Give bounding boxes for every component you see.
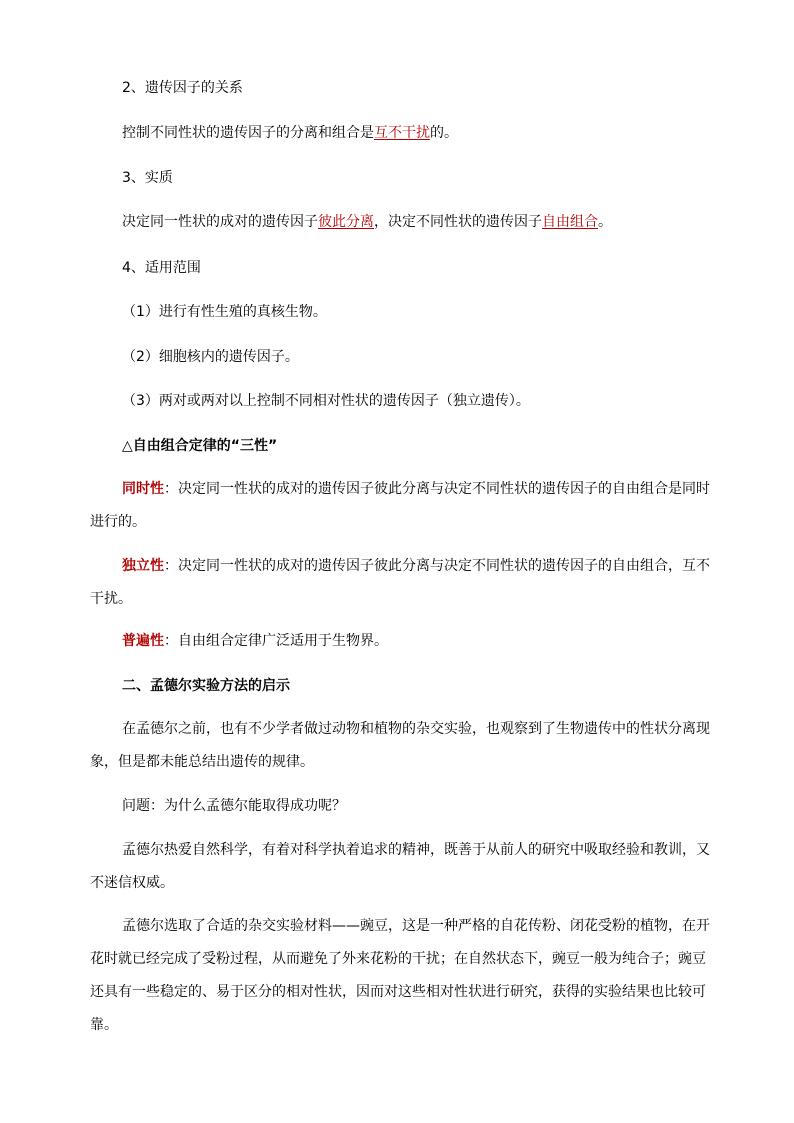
heading-essence: 3、实质	[122, 170, 173, 186]
text-segment: 控制不同性状的遗传因子的分离和组合是	[122, 125, 374, 141]
paragraph-pea-material: 孟德尔选取了合适的杂交实验材料——豌豆，这是一种严格的自花传粉、闭花受粉的植物，在开花时就已经完成了受粉过程，从而避免了外来花粉的干扰；在自然状态下，豌豆一般为纯合子；豌豆还具有一些稳定的、易于区分的相对性状，因而对这些相对性状进行研究，获得的实验结果也比较可靠。	[90, 918, 710, 1033]
paragraph-relationship	[122, 123, 458, 143]
list-item: （1）进行有性生殖的真核生物。	[122, 304, 327, 320]
key-term: 互不干扰	[374, 125, 430, 141]
list-item: （2）细胞核内的遗传因子。	[122, 349, 299, 365]
heading-scope: 4、适用范围	[122, 260, 201, 276]
heading-relationship: 2、遗传因子的关系	[122, 80, 243, 96]
property-label: 同时性	[122, 481, 164, 497]
paragraph-essence	[122, 212, 612, 232]
property-text: ：决定同一性状的成对的遗传因子彼此分离与决定不同性状的遗传因子的自由组合是同时进行的。	[90, 481, 710, 530]
property-text: ：自由组合定律广泛适用于生物界。	[164, 633, 388, 649]
heading-section-two: 二、孟德尔实验方法的启示	[122, 678, 290, 694]
text-segment: 的。	[430, 125, 458, 141]
paragraph-mendel-spirit: 孟德尔热爱自然科学，有着对科学执着追求的精神，既善于从前人的研究中吸取经验和教训，又不迷信权威。	[90, 842, 710, 891]
text-segment: ，决定不同性状的遗传因子	[374, 214, 542, 230]
paragraph-independence	[90, 550, 710, 616]
question-text: 问题：为什么孟德尔能取得成功呢？	[122, 798, 346, 814]
property-label: 普遍性	[122, 633, 164, 649]
key-term: 彼此分离	[318, 214, 374, 230]
paragraph-simultaneity	[90, 473, 710, 539]
paragraph-universality	[122, 631, 388, 651]
property-text: ：决定同一性状的成对的遗传因子彼此分离与决定不同性状的遗传因子的自由组合，互不干扰。	[90, 558, 710, 607]
text-segment: 。	[598, 214, 612, 230]
heading-three-properties: △自由组合定律的“三性”	[122, 438, 278, 454]
list-item: （3）两对或两对以上控制不同相对性状的遗传因子（独立遗传）。	[122, 393, 530, 409]
key-term: 自由组合	[542, 214, 598, 230]
property-label: 独立性	[122, 558, 164, 574]
paragraph-before-mendel: 在孟德尔之前，也有不少学者做过动物和植物的杂交实验，也观察到了生物遗传中的性状分离现象，但是都未能总结出遗传的规律。	[90, 721, 710, 770]
text-segment: 决定同一性状的成对的遗传因子	[122, 214, 318, 230]
